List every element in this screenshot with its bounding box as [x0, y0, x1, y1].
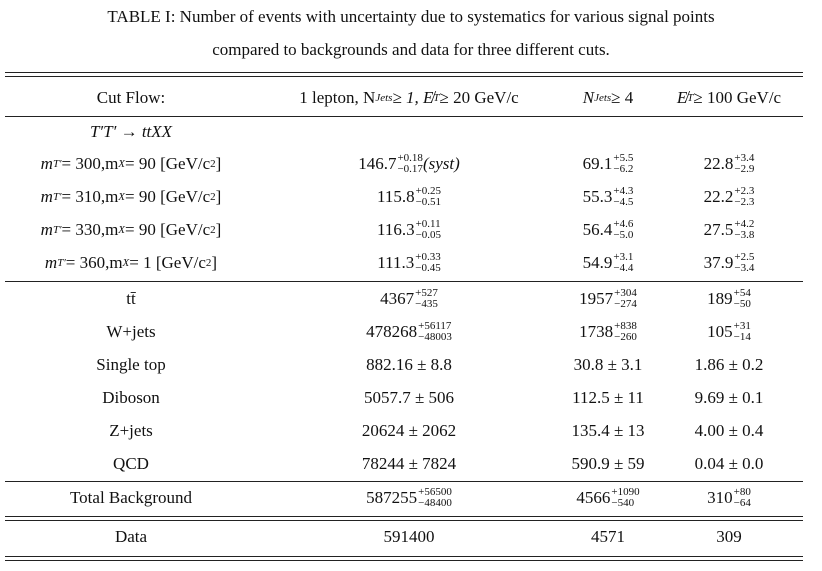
cell-up-uncertainty: +5.5	[613, 152, 634, 164]
cell-down-uncertainty: −540	[611, 497, 635, 509]
row-label	[5, 382, 257, 414]
cell-cut-2	[560, 415, 656, 447]
cell-cut-2	[560, 214, 656, 246]
cell-cut-2	[560, 181, 656, 213]
label-m: m	[40, 220, 53, 239]
cell-cut-3	[656, 148, 802, 180]
header-cut-1-part-c: ≥ 20 GeV/c	[439, 88, 519, 107]
cell-down-uncertainty: −0.51	[415, 196, 442, 208]
signal-row	[0, 181, 822, 213]
cell-value: 189	[707, 289, 733, 308]
cell-value: 54.9	[582, 253, 613, 272]
background-row	[0, 382, 822, 414]
cell-value: 1738	[579, 322, 614, 341]
cell-value: 1.86 ± 0.2	[694, 355, 764, 374]
header-cut-1-part-b: ≥ 1, E̸	[392, 88, 434, 107]
background-label: tt̄	[126, 289, 136, 308]
cell-down-uncertainty: −14	[733, 331, 751, 343]
cell-value: 105	[707, 322, 733, 341]
cell-value: 135.4 ± 13	[571, 421, 645, 440]
label-m: m	[44, 253, 58, 272]
cell-up-uncertainty: +56117	[418, 320, 452, 332]
cell-value: 30.8 ± 3.1	[573, 355, 643, 374]
row-label	[5, 247, 257, 279]
cell-up-uncertainty: +0.25	[415, 185, 442, 197]
label-sub: T′	[57, 257, 66, 269]
cell-cut-1	[258, 448, 560, 480]
bottom-rule-2	[5, 560, 803, 561]
cell-cut-1	[258, 349, 560, 381]
cell-value: 116.3	[376, 220, 415, 239]
label-sup: 2	[210, 158, 216, 170]
label-part-c: = 1 [GeV/c	[129, 253, 206, 272]
signal-header-row	[0, 116, 822, 148]
header-cut-1	[258, 82, 560, 114]
cell-down-uncertainty: −3.8	[734, 229, 755, 241]
cell-up-uncertainty: +0.33	[415, 251, 441, 263]
data-rule	[5, 516, 803, 517]
row-label	[5, 283, 257, 315]
row-label	[5, 316, 257, 348]
cell-cut-3	[656, 214, 802, 246]
cell-value: 882.16 ± 8.8	[366, 355, 452, 374]
signal-header: T′T′ → ttXX	[89, 122, 173, 141]
total-label: Total Background	[69, 488, 193, 507]
background-row	[0, 448, 822, 480]
label-part-b: = 330,m	[61, 220, 119, 239]
cell-down-uncertainty: −435	[415, 298, 438, 310]
cell-down-uncertainty: −2.9	[734, 163, 755, 175]
cell-value: 55.3	[582, 187, 613, 206]
cell-cut-3	[656, 181, 802, 213]
cell-value: 111.3	[377, 253, 415, 272]
bottom-rule	[5, 556, 803, 557]
background-row	[0, 316, 822, 348]
cell-value: 1957	[579, 289, 614, 308]
header-cut-3-part-b: ≥ 100 GeV/c	[693, 88, 782, 107]
cell-down-uncertainty: −260	[614, 331, 637, 343]
cell-value: 37.9	[703, 253, 734, 272]
background-row	[0, 349, 822, 381]
cell-up-uncertainty: +56500	[418, 486, 452, 498]
cell-up-uncertainty: +4.6	[613, 218, 634, 230]
cell-up-uncertainty: +0.11	[415, 218, 441, 230]
cell-cut-3	[656, 349, 802, 381]
background-label: QCD	[113, 454, 149, 473]
label-part-d: ]	[215, 154, 222, 173]
table-caption-line-2: compared to backgrounds and data for three different cuts.	[212, 40, 610, 59]
label-part-d: ]	[211, 253, 218, 272]
cell-cut-3	[656, 448, 802, 480]
cell-value: 4.00 ± 0.4	[694, 421, 764, 440]
cell-down-uncertainty: −6.2	[613, 163, 634, 175]
label-sub: T′	[52, 224, 62, 236]
cell-cut-2	[560, 349, 656, 381]
cell-down-uncertainty: −4.4	[613, 262, 634, 274]
cell-down-uncertainty: −64	[733, 497, 751, 509]
label-sub2: X	[118, 224, 126, 236]
top-rule-2	[5, 76, 803, 77]
row-label	[5, 214, 257, 246]
cell-value: 310	[707, 488, 733, 507]
cell-down-uncertainty: −4.5	[613, 196, 634, 208]
row-label	[5, 349, 257, 381]
header-cut-3-part-a: E̸	[676, 88, 688, 107]
cell-cut-3	[656, 482, 802, 514]
cell-value: 590.9 ± 59	[571, 454, 645, 473]
cell-up-uncertainty: +4.2	[734, 218, 755, 230]
cell-cut-1	[258, 283, 560, 315]
cell-cut-2	[560, 283, 656, 315]
cell-up-uncertainty: +31	[733, 320, 751, 332]
cell-cut-2	[560, 316, 656, 348]
label-sup: 2	[210, 191, 216, 203]
cell-up-uncertainty: +80	[733, 486, 751, 498]
label-part-b: = 310,m	[61, 187, 119, 206]
cell-value: 22.8	[703, 154, 734, 173]
cell-value: 27.5	[703, 220, 734, 239]
data-label: Data	[114, 527, 148, 546]
cell-up-uncertainty: +54	[733, 287, 751, 299]
label-sub2: X	[118, 191, 126, 203]
cell-value: 4571	[591, 527, 625, 546]
cell-cut-1	[258, 214, 560, 246]
label-part-c: = 90 [GeV/c	[125, 187, 211, 206]
cell-up-uncertainty: +2.3	[734, 185, 755, 197]
table-caption-line-1: TABLE I: Number of events with uncertainty due to systematics for various signal points	[107, 7, 715, 26]
cell-cut-1	[258, 482, 560, 514]
cell-value: 22.2	[703, 187, 734, 206]
label-part-d: ]	[215, 220, 222, 239]
cell-up-uncertainty: +304	[614, 287, 637, 299]
background-row	[0, 415, 822, 447]
signal-row	[0, 214, 822, 246]
cell-up-uncertainty: +838	[614, 320, 637, 332]
label-part-c: = 90 [GeV/c	[125, 220, 211, 239]
cell-cut-1	[258, 415, 560, 447]
signal-row	[0, 148, 822, 180]
cell-up-uncertainty: +3.1	[613, 251, 634, 263]
total-background-row	[0, 482, 822, 514]
cell-down-uncertainty: −274	[614, 298, 637, 310]
label-part-b: = 360,m	[65, 253, 123, 272]
header-cut-flow: Cut Flow:	[96, 88, 166, 107]
label-part-b: = 300,m	[61, 154, 119, 173]
cell-down-uncertainty: −0.05	[415, 229, 442, 241]
data-row	[0, 521, 822, 553]
label-part-c: = 90 [GeV/c	[125, 154, 211, 173]
cell-cut-3	[656, 382, 802, 414]
cell-cut-2	[560, 448, 656, 480]
label-sub: T′	[52, 191, 62, 203]
cell-cut-1	[258, 181, 560, 213]
cell-up-uncertainty: +2.5	[734, 251, 755, 263]
cell-note: (syst)	[422, 154, 460, 173]
cell-up-uncertainty: +1090	[611, 486, 640, 498]
background-row	[0, 283, 822, 315]
cell-value: 56.4	[582, 220, 613, 239]
cell-down-uncertainty: −0.45	[415, 262, 441, 274]
header-cut-1-part-a: 1 lepton, N	[299, 88, 376, 107]
signal-row	[0, 247, 822, 279]
cell-value: 69.1	[582, 154, 613, 173]
cell-up-uncertainty: +4.3	[613, 185, 634, 197]
row-label	[5, 482, 257, 514]
label-sub: T′	[52, 158, 62, 170]
cell-down-uncertainty: −3.4	[734, 262, 755, 274]
cell-cut-1	[258, 521, 560, 553]
cell-cut-2	[560, 521, 656, 553]
cell-cut-1	[258, 247, 560, 279]
row-label	[5, 521, 257, 553]
label-m: m	[40, 154, 53, 173]
label-sup: 2	[205, 257, 212, 269]
header-cut-1-sub: Jets	[375, 92, 393, 104]
row-label	[5, 448, 257, 480]
cell-down-uncertainty: −5.0	[613, 229, 634, 241]
header-cut-2-part-b: ≥ 4	[611, 88, 634, 107]
cell-down-uncertainty: −48400	[418, 497, 452, 509]
row-label	[5, 181, 257, 213]
cell-value: 20624 ± 2062	[361, 421, 457, 440]
cell-cut-2	[560, 148, 656, 180]
cell-down-uncertainty: −2.3	[734, 196, 755, 208]
signal-rule	[5, 281, 803, 282]
cell-cut-3	[656, 247, 802, 279]
row-label	[5, 415, 257, 447]
cell-value: 587255	[366, 488, 418, 507]
cell-value: 4367	[380, 289, 415, 308]
cell-cut-1	[258, 316, 560, 348]
cell-down-uncertainty: −0.17	[397, 163, 423, 175]
cell-value: 309	[716, 527, 742, 546]
label-sub2: X	[118, 158, 126, 170]
cell-cut-3	[656, 283, 802, 315]
header-cut-3-sub: T	[687, 92, 694, 104]
cell-value: 0.04 ± 0.0	[694, 454, 764, 473]
top-rule	[5, 72, 803, 73]
header-cut-3	[656, 82, 802, 114]
cell-cut-2	[560, 482, 656, 514]
cell-cut-3	[656, 415, 802, 447]
row-label	[5, 148, 257, 180]
cell-value: 4566	[576, 488, 611, 507]
label-sub2: X	[122, 257, 130, 269]
cell-down-uncertainty: −48003	[418, 331, 452, 343]
cell-down-uncertainty: −50	[733, 298, 751, 310]
cell-cut-3	[656, 316, 802, 348]
cell-value: 591400	[383, 527, 435, 546]
header-cut-2-sub: Jets	[594, 92, 612, 104]
cell-cut-2	[560, 247, 656, 279]
header-cut-2	[560, 82, 656, 114]
header-cut-1-sub2: T	[433, 92, 440, 104]
background-label: Diboson	[102, 388, 160, 407]
cell-up-uncertainty: +527	[415, 287, 438, 299]
cell-cut-1	[258, 382, 560, 414]
background-label: Z+jets	[109, 421, 153, 440]
cell-up-uncertainty: +3.4	[734, 152, 755, 164]
background-label: W+jets	[106, 322, 156, 341]
cell-value: 9.69 ± 0.1	[694, 388, 764, 407]
cell-value: 115.8	[376, 187, 415, 206]
label-part-d: ]	[215, 187, 222, 206]
cell-value: 112.5 ± 11	[572, 388, 644, 407]
cell-value: 5057.7 ± 506	[363, 388, 455, 407]
cell-cut-1	[258, 148, 560, 180]
header-row	[0, 82, 822, 114]
background-label: Single top	[96, 355, 166, 374]
cell-cut-3	[656, 521, 802, 553]
cell-value: 78244 ± 7824	[361, 454, 457, 473]
header-cut-2-part-a: N	[582, 88, 595, 107]
label-sup: 2	[210, 224, 216, 236]
cell-cut-2	[560, 382, 656, 414]
label-m: m	[40, 187, 53, 206]
cell-up-uncertainty: +0.18	[397, 152, 423, 164]
cell-value: 478268	[366, 322, 418, 341]
cell-value: 146.7	[358, 154, 397, 173]
